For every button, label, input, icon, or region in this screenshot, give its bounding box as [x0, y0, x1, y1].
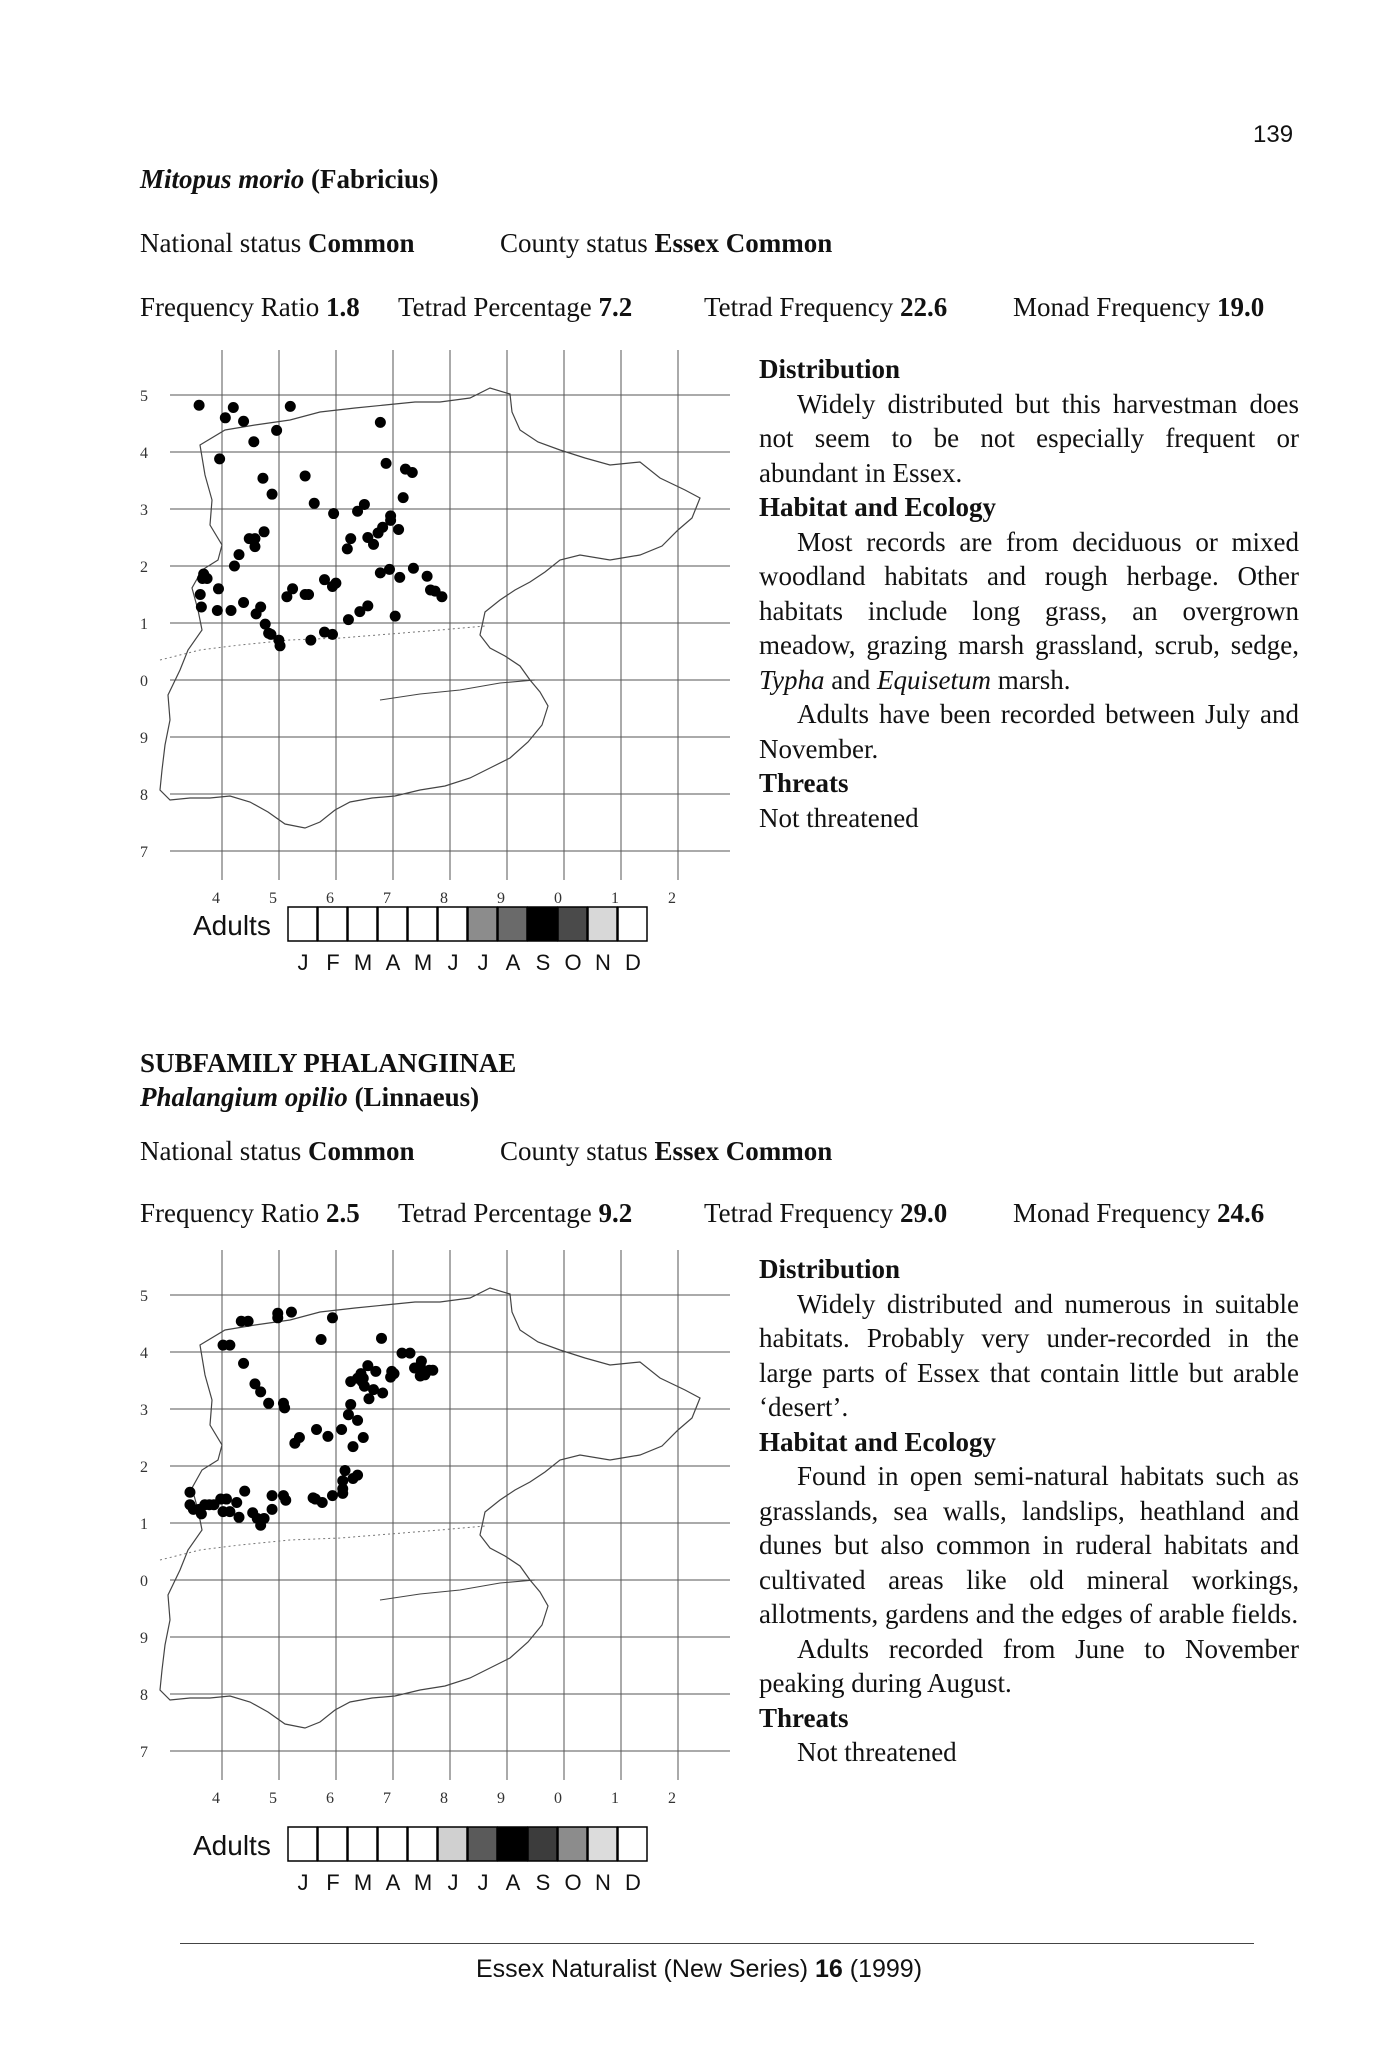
threats-text: Not threatened — [797, 1737, 957, 1767]
y-axis-label: 7 — [140, 1744, 148, 1761]
threats-text: Not threatened — [759, 802, 919, 833]
species-authority: (Fabricius) — [311, 164, 439, 194]
month-cell — [468, 1827, 497, 1861]
page-number: 139 — [1253, 121, 1294, 148]
monad-frequency-label: Monad Frequency — [1013, 1198, 1211, 1228]
record-dot — [267, 1490, 278, 1501]
record-dot — [352, 1470, 363, 1481]
month-cell — [498, 907, 527, 941]
record-dot — [343, 614, 354, 625]
x-axis-label: 5 — [269, 1790, 277, 1807]
record-dot — [342, 543, 353, 554]
footer-year: (1999) — [849, 1955, 923, 1983]
record-dot — [267, 489, 278, 500]
month-cell — [348, 907, 377, 941]
tetrad-percentage-label: Tetrad Percentage — [398, 292, 592, 322]
distribution-map — [140, 1250, 740, 1810]
record-dot — [327, 1312, 338, 1323]
record-dot — [385, 1372, 396, 1383]
record-dot — [327, 1490, 338, 1501]
county-status-value: Essex Common — [654, 228, 833, 258]
species-name: Phalangium opilio — [140, 1082, 348, 1112]
record-dot — [394, 572, 405, 583]
habitat-text-part: Most records are from deciduous or mixed woodland habitats and rough herbage. Other habitats include long grass, an overgrown meadow, grazing marsh grassland, scrub, sedge, — [759, 526, 1299, 660]
x-axis-label: 2 — [668, 890, 676, 907]
record-dot — [343, 1409, 354, 1420]
record-dot — [303, 589, 314, 600]
record-dot — [286, 1307, 297, 1318]
record-dot — [255, 1386, 266, 1397]
record-dot — [398, 492, 409, 503]
x-axis-label: 0 — [554, 1790, 562, 1807]
record-dot — [255, 602, 266, 613]
county-status-label: County status — [500, 1136, 648, 1166]
record-dot — [184, 1487, 195, 1498]
distribution-heading: Distribution — [759, 354, 901, 384]
month-label: M — [413, 1870, 433, 1895]
record-dot — [229, 561, 240, 572]
month-label: M — [413, 950, 433, 975]
record-dot — [322, 1431, 333, 1442]
habitat-text: Found in open semi-natural habitats such as grasslands, sea walls, landslips, heathland and dunes but also common in ruderal habitats and cultivated areas like old mineral workings, allotments, gardens and the edges of arable fields. — [759, 1461, 1299, 1629]
tetrad-frequency-label: Tetrad Frequency — [704, 292, 894, 322]
record-dot — [337, 1488, 348, 1499]
month-label: S — [535, 950, 551, 975]
record-dot — [352, 1415, 363, 1426]
distribution-map — [140, 350, 740, 910]
monad-frequency — [1013, 292, 1264, 323]
record-dot — [407, 467, 418, 478]
record-dot — [259, 1513, 270, 1524]
record-dot — [328, 508, 339, 519]
national-status — [140, 1136, 414, 1167]
record-dot — [393, 524, 404, 535]
y-axis-label: 3 — [140, 502, 148, 519]
month-cell — [528, 907, 557, 941]
month-label: J — [447, 1870, 459, 1895]
record-dot — [317, 1497, 328, 1508]
record-dot — [218, 1340, 229, 1351]
monad-frequency-label: Monad Frequency — [1013, 292, 1211, 322]
record-dot — [195, 589, 206, 600]
tetrad-frequency-label: Tetrad Frequency — [704, 1198, 894, 1228]
record-dot — [327, 629, 338, 640]
record-dot — [249, 541, 260, 552]
record-dot — [220, 412, 231, 423]
habitat-heading: Habitat and Ecology — [759, 492, 997, 522]
adults-text: Adults recorded from June to November peaking during August. — [759, 1633, 1299, 1698]
record-dot — [405, 1348, 416, 1359]
month-label: F — [326, 1870, 340, 1895]
record-dot — [238, 416, 249, 427]
habitat-text-italic: Equisetum — [876, 664, 991, 695]
national-status-value: Common — [307, 228, 415, 258]
tetrad-percentage-value: 7.2 — [598, 292, 633, 322]
month-cell — [348, 1827, 377, 1861]
record-dot — [248, 436, 259, 447]
footer-rule — [180, 1943, 1254, 1944]
habitat-heading: Habitat and Ecology — [759, 1426, 997, 1457]
month-label: O — [564, 950, 582, 975]
record-dot — [345, 533, 356, 544]
record-dot — [221, 1494, 232, 1505]
x-axis-label: 1 — [611, 1790, 619, 1807]
national-status-value: Common — [307, 1136, 415, 1166]
species-title — [140, 1082, 479, 1113]
y-axis-label: 7 — [140, 844, 148, 861]
frequency-ratio — [140, 1198, 360, 1229]
county-status-label: County status — [500, 228, 648, 258]
y-axis-label: 0 — [140, 673, 148, 690]
national-status-label: National status — [140, 1136, 302, 1166]
record-dot — [196, 602, 207, 613]
distribution-heading: Distribution — [759, 1254, 901, 1284]
record-dot — [194, 400, 205, 411]
month-cell — [588, 1827, 617, 1861]
month-cell — [558, 1827, 587, 1861]
month-label: J — [447, 950, 459, 975]
y-axis-label: 1 — [140, 1516, 148, 1533]
record-dot — [370, 1366, 381, 1377]
tetrad-percentage — [398, 1198, 632, 1229]
month-cell — [438, 1827, 467, 1861]
adult-phenology-chart — [287, 906, 657, 982]
month-label: A — [385, 950, 401, 975]
national-status — [140, 228, 414, 259]
record-dot — [272, 1312, 283, 1323]
x-axis-label: 0 — [554, 890, 562, 907]
month-label: D — [625, 1870, 641, 1895]
month-cell — [408, 907, 437, 941]
record-dot — [289, 1438, 300, 1449]
record-dot — [377, 1388, 388, 1399]
month-label: A — [385, 1870, 401, 1895]
x-axis-label: 8 — [440, 890, 448, 907]
record-dot — [231, 1497, 242, 1508]
record-dot — [319, 574, 330, 585]
habitat-text-part: marsh. — [997, 664, 1071, 695]
species-authority: (Linnaeus) — [354, 1082, 480, 1112]
y-axis-label: 0 — [140, 1573, 148, 1590]
record-dot — [381, 458, 392, 469]
month-cell — [618, 1827, 647, 1861]
subfamily-heading: SUBFAMILY PHALANGIINAE — [140, 1048, 517, 1078]
record-dot — [280, 1495, 291, 1506]
species-name: Mitopus morio — [140, 164, 305, 194]
month-cell — [618, 907, 647, 941]
record-dot — [238, 1358, 249, 1369]
x-axis-label: 6 — [326, 890, 334, 907]
month-label: A — [505, 1870, 521, 1895]
species-account — [759, 352, 1299, 835]
record-dot — [267, 1504, 278, 1515]
record-dot — [358, 1432, 369, 1443]
record-dot — [305, 635, 316, 646]
record-dot — [239, 1486, 250, 1497]
frequency-ratio — [140, 292, 360, 323]
footer-citation — [476, 1955, 922, 1984]
month-label: J — [477, 950, 489, 975]
record-dot — [436, 591, 447, 602]
y-axis-label: 5 — [140, 1288, 148, 1305]
y-axis-label: 8 — [140, 787, 148, 804]
y-axis-label: 4 — [140, 445, 148, 462]
record-dot — [385, 510, 396, 521]
x-axis-label: 2 — [668, 1790, 676, 1807]
record-dot — [390, 611, 401, 622]
x-axis-label: 5 — [269, 890, 277, 907]
record-dot — [234, 1512, 245, 1523]
frequency-ratio-label: Frequency Ratio — [140, 292, 320, 322]
record-dot — [224, 1506, 235, 1517]
y-axis-label: 8 — [140, 1687, 148, 1704]
x-axis-label: 6 — [326, 1790, 334, 1807]
record-dot — [345, 1399, 356, 1410]
frequency-ratio-value: 1.8 — [325, 292, 360, 322]
x-axis-label: 8 — [440, 1790, 448, 1807]
tetrad-frequency-value: 29.0 — [900, 1198, 948, 1228]
county-status — [500, 228, 832, 259]
month-cell — [318, 907, 347, 941]
record-dot — [226, 605, 237, 616]
record-dot — [340, 1465, 351, 1476]
county-outline — [160, 388, 700, 828]
frequency-ratio-value: 2.5 — [325, 1198, 360, 1228]
record-dot — [238, 597, 249, 608]
record-dot — [213, 583, 224, 594]
month-cell — [378, 907, 407, 941]
monad-frequency — [1013, 1198, 1264, 1229]
habitat-text — [759, 525, 1299, 698]
x-axis-label: 4 — [212, 1790, 220, 1807]
tetrad-percentage — [398, 292, 632, 323]
record-dot — [259, 526, 270, 537]
y-axis-label: 5 — [140, 388, 148, 405]
county-status-value: Essex Common — [654, 1136, 833, 1166]
month-label: J — [477, 1870, 489, 1895]
y-axis-label: 9 — [140, 730, 148, 747]
record-dot — [281, 591, 292, 602]
month-label: F — [326, 950, 340, 975]
month-cell — [408, 1827, 437, 1861]
month-label: S — [535, 1870, 551, 1895]
record-dot — [309, 498, 320, 509]
record-dot — [212, 605, 223, 616]
month-cell — [438, 907, 467, 941]
species-title — [140, 164, 439, 195]
record-dot — [198, 568, 209, 579]
adults-text: Adults have been recorded between July and November. — [759, 699, 1299, 764]
month-cell — [588, 907, 617, 941]
footer-volume: 16 — [814, 1955, 843, 1983]
record-dot — [243, 1316, 254, 1327]
county-outline — [160, 1288, 700, 1728]
y-axis-label: 3 — [140, 1402, 148, 1419]
record-dot — [384, 564, 395, 575]
month-label: M — [353, 950, 373, 975]
county-status — [500, 1136, 832, 1167]
record-dot — [300, 470, 311, 481]
y-axis-label: 2 — [140, 559, 148, 576]
record-dot — [316, 1334, 327, 1345]
y-axis-label: 4 — [140, 1345, 148, 1362]
month-cell — [288, 907, 317, 941]
record-dot — [368, 539, 379, 550]
y-axis-label: 9 — [140, 1630, 148, 1647]
distribution-text: Widely distributed but this harvestman does not seem to be not especially frequent or abundant in Essex. — [759, 388, 1299, 488]
month-label: N — [595, 950, 611, 975]
species-account — [759, 1252, 1299, 1770]
x-axis-label: 9 — [497, 890, 505, 907]
distribution-text: Widely distributed and numerous in suitable habitats. Probably very under-recorded in the large parts of Essex that contain little but arable ‘desert’. — [759, 1288, 1299, 1422]
record-dot — [336, 1424, 347, 1435]
tetrad-percentage-label: Tetrad Percentage — [398, 1198, 592, 1228]
tetrad-percentage-value: 9.2 — [598, 1198, 633, 1228]
record-dot — [275, 640, 286, 651]
month-cell — [528, 1827, 557, 1861]
month-label: A — [505, 950, 521, 975]
month-cell — [498, 1827, 527, 1861]
footer-journal: Essex Naturalist (New Series) — [476, 1955, 809, 1983]
month-label: D — [625, 950, 641, 975]
river-line — [380, 680, 535, 700]
x-axis-label: 4 — [212, 890, 220, 907]
adults-label: Adults — [193, 910, 271, 941]
x-axis-label: 7 — [383, 1790, 391, 1807]
national-status-label: National status — [140, 228, 302, 258]
record-dot — [257, 473, 268, 484]
month-label: M — [353, 1870, 373, 1895]
record-dot — [362, 600, 373, 611]
threats-heading: Threats — [759, 1702, 849, 1733]
tetrad-frequency-value: 22.6 — [900, 292, 948, 322]
record-dot — [279, 1402, 290, 1413]
month-label: O — [564, 1870, 582, 1895]
tetrad-frequency — [704, 1198, 947, 1229]
habitat-text-italic: Typha — [759, 664, 825, 695]
record-dot — [228, 402, 239, 413]
record-dot — [234, 549, 245, 560]
threats-heading: Threats — [759, 768, 849, 798]
record-dot — [415, 1370, 426, 1381]
monad-frequency-value: 24.6 — [1216, 1198, 1265, 1228]
x-axis-label: 7 — [383, 890, 391, 907]
record-dot — [422, 571, 433, 582]
record-dot — [214, 453, 225, 464]
month-label: J — [297, 950, 309, 975]
month-cell — [318, 1827, 347, 1861]
record-dot — [376, 1333, 387, 1344]
x-axis-label: 1 — [611, 890, 619, 907]
y-axis-label: 2 — [140, 1459, 148, 1476]
adult-phenology-chart — [287, 1826, 657, 1902]
adults-label: Adults — [193, 1830, 271, 1861]
boundary-line — [160, 1526, 485, 1560]
record-dot — [348, 1441, 359, 1452]
record-dot — [271, 425, 282, 436]
month-label: J — [297, 1870, 309, 1895]
record-dot — [375, 417, 386, 428]
y-axis-label: 1 — [140, 616, 148, 633]
month-cell — [558, 907, 587, 941]
record-dot — [285, 401, 296, 412]
month-cell — [378, 1827, 407, 1861]
record-dot — [311, 1424, 322, 1435]
record-dot — [408, 563, 419, 574]
river-line — [380, 1580, 535, 1600]
frequency-ratio-label: Frequency Ratio — [140, 1198, 320, 1228]
record-dot — [352, 506, 363, 517]
tetrad-frequency — [704, 292, 947, 323]
month-label: N — [595, 1870, 611, 1895]
record-dot — [263, 1398, 274, 1409]
month-cell — [288, 1827, 317, 1861]
month-cell — [468, 907, 497, 941]
monad-frequency-value: 19.0 — [1216, 292, 1265, 322]
record-dot — [425, 584, 436, 595]
x-axis-label: 9 — [497, 1790, 505, 1807]
habitat-text-part: and — [831, 664, 871, 695]
